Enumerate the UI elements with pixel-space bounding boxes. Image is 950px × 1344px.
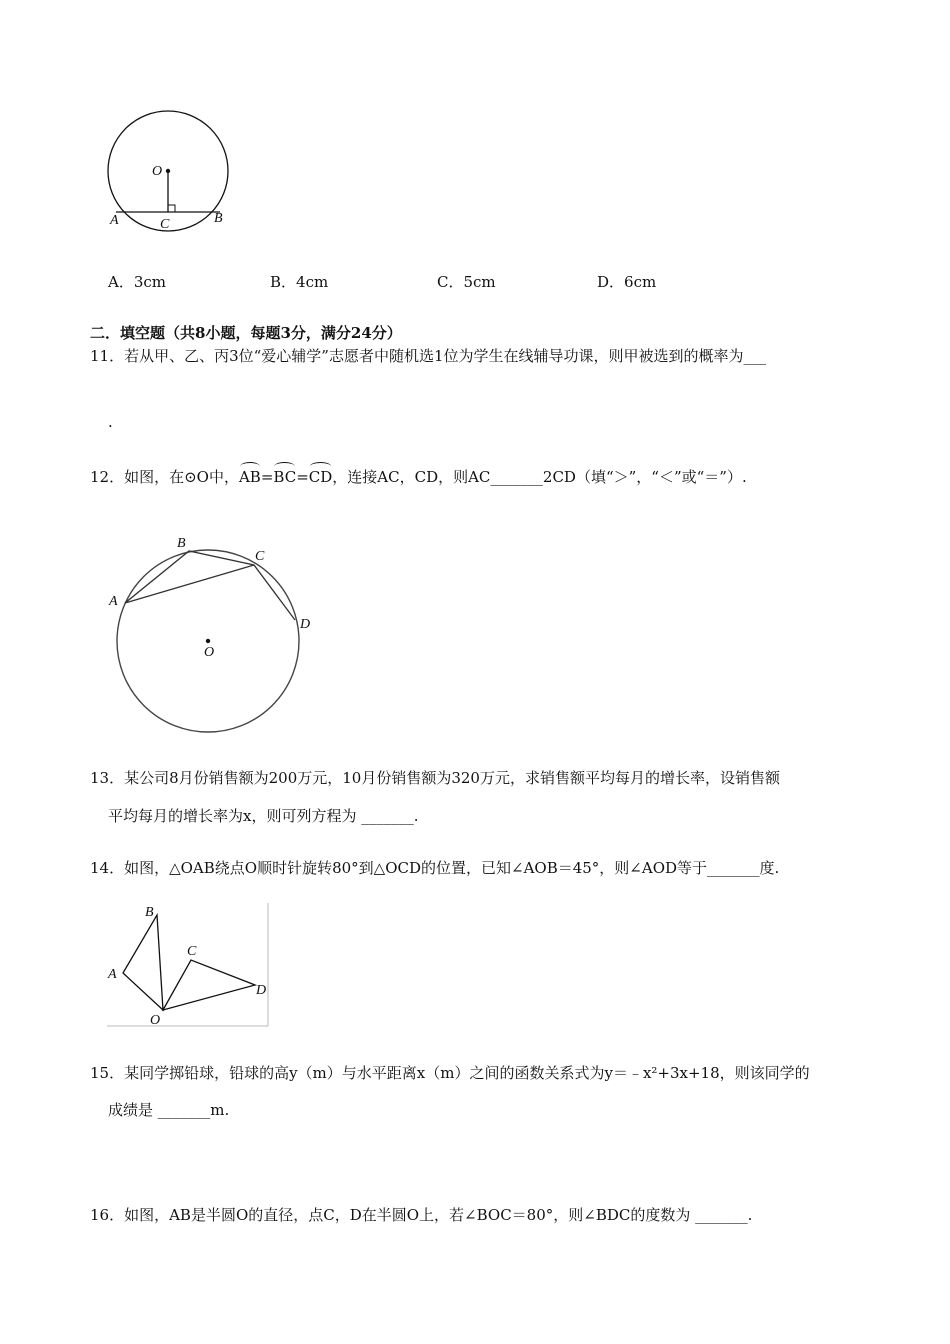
figure-q12 [105, 535, 335, 735]
q11-line2: . [108, 413, 113, 431]
q12-suffix: ，连接AC，CD，则AC_______2CD（填“＞”，“＜”或“＝”）. [332, 468, 747, 486]
label-c: C [255, 549, 265, 564]
q14-line1: 14．如图，△OAB绕点O顺时针旋转80°到△OCD的位置，已知∠AOB＝45°，则∠AOD等于_______度. [90, 859, 780, 877]
label-b: B [214, 211, 223, 226]
q16-line1: 16．如图，AB是半圆O的直径，点C，D在半圆O上，若∠BOC＝80°，则∠BDC的度数为 _______. [90, 1206, 753, 1224]
q12-eq1: = [260, 468, 274, 486]
right-angle-mark [168, 205, 175, 212]
q13-line1: 13．某公司8月份销售额为200万元，10月份销售额为320万元，求销售额平均每月的增长率，设销售额 [90, 769, 780, 787]
label-c: C [160, 217, 170, 232]
label-o: O [204, 645, 215, 660]
section-title: 二．填空题（共8小题，每题3分，满分24分） [90, 324, 402, 342]
chords-abcd [125, 551, 295, 620]
label-a: A [108, 967, 117, 982]
arc-bc: BC [273, 468, 297, 486]
option-b[interactable]: B．4cm [270, 273, 329, 291]
q15-line1: 15．某同学掷铅球，铅球的高y（m）与水平距离x（m）之间的函数关系式为y＝﹣x²+3x+18，则该同学的 [90, 1064, 810, 1082]
chord-ac [125, 565, 254, 603]
label-b: B [177, 536, 186, 551]
center-dot [206, 639, 210, 643]
label-c: C [187, 944, 197, 959]
arc-ab: AB [238, 468, 261, 486]
label-d: D [300, 617, 311, 632]
option-c[interactable]: C．5cm [437, 273, 496, 291]
label-o: O [150, 1013, 161, 1028]
figure-q10 [100, 108, 230, 238]
q13-line2: 平均每月的增长率为x，则可列方程为 _______. [108, 807, 419, 825]
option-d[interactable]: D．6cm [597, 273, 657, 291]
triangle-oab [123, 915, 163, 1010]
label-a: A [110, 213, 119, 228]
triangle-ocd [163, 960, 255, 1010]
q12-eq2: = [296, 468, 309, 486]
arc-cd: CD [308, 468, 333, 486]
figure-q14 [105, 903, 270, 1028]
q12-prefix: 12．如图，在⊙O中， [90, 468, 239, 486]
label-o: O [152, 164, 163, 179]
label-d: D [256, 983, 267, 998]
q11-line1: 11．若从甲、乙、丙3位“爱心辅学”志愿者中随机选1位为学生在线辅导功课，则甲被选到的概率为___ [90, 347, 767, 365]
q15-line2: 成绩是 _______m. [108, 1101, 230, 1119]
option-a[interactable]: A．3cm [108, 273, 167, 291]
q12-text [90, 467, 747, 487]
center-dot [166, 169, 170, 173]
label-b: B [145, 905, 154, 920]
label-a: A [109, 594, 118, 609]
